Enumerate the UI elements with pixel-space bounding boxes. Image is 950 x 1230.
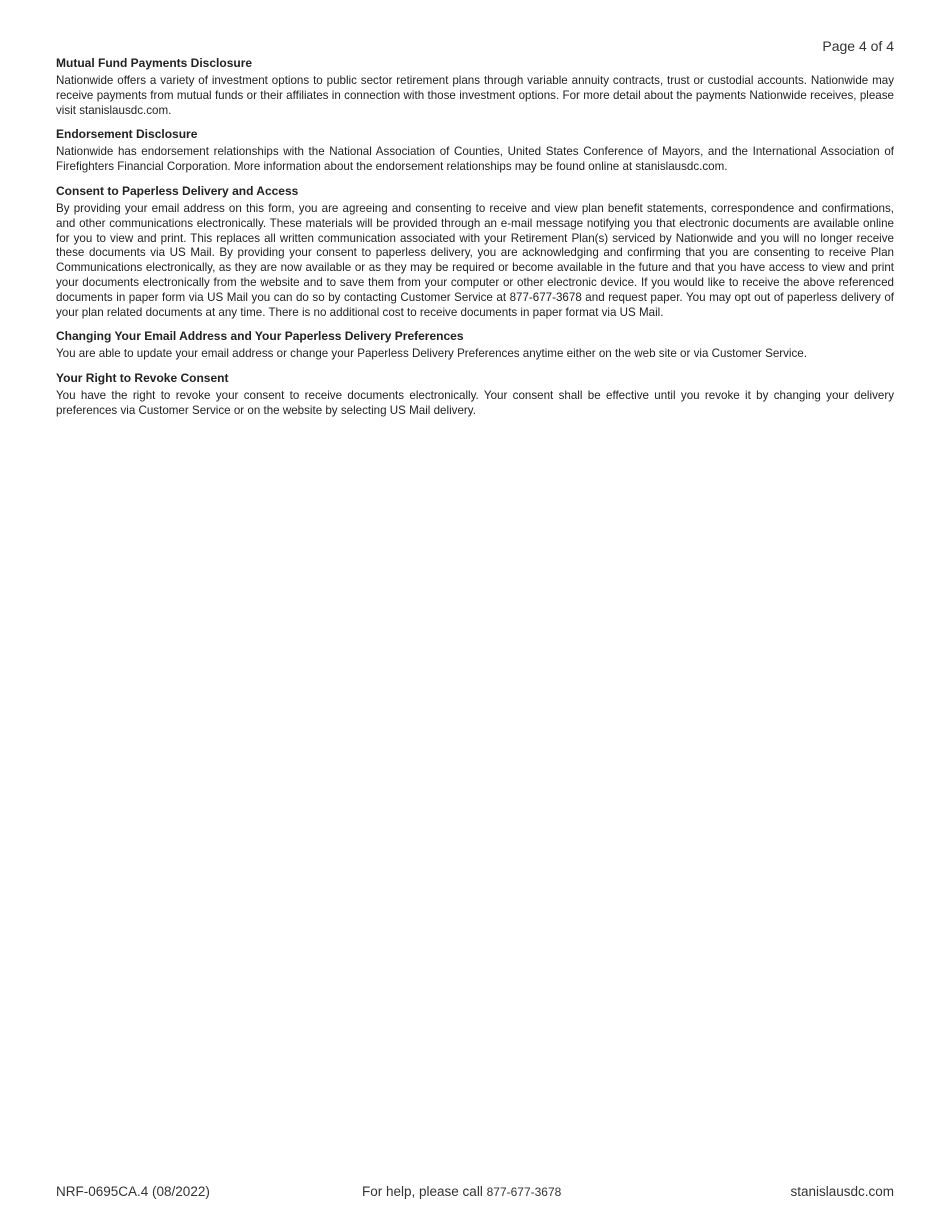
section-heading: Changing Your Email Address and Your Paperless Delivery Preferences (56, 329, 464, 344)
section-changing-email-address (56, 329, 894, 362)
help-text: For help, please call (362, 1184, 483, 1199)
section-consent-to-paperless-delivery (56, 184, 894, 320)
page-number: Page 4 of 4 (822, 38, 894, 54)
document-body (56, 56, 894, 428)
section-body: You have the right to revoke your consent to receive documents electronically. Your consent shall be effective until you revoke it by changing your delivery preferences via Customer Service or on the website by selecting US Mail delivery. (56, 389, 894, 417)
section-mutual-fund-payments-disclosure (56, 56, 894, 118)
section-heading: Mutual Fund Payments Disclosure (56, 56, 253, 70)
section-heading: Your Right to Revoke Consent (56, 371, 229, 386)
help-phone-number: 877-677-3678 (486, 1185, 562, 1199)
section-body: Nationwide offers a variety of investment options to public sector retirement plans through variable annuity contracts, trust or custodial accounts. Nationwide may receive payments from mutual funds or their affiliates in connection with those investment options. For more detail about the payments Nationwide receives, please visit stanislausdc.com. (56, 74, 894, 117)
section-heading: Endorsement Disclosure (56, 127, 198, 142)
help-line (362, 1184, 561, 1199)
page-footer (56, 1184, 894, 1202)
form-number: NRF-0695CA.4 (08/2022) (56, 1184, 210, 1199)
section-right-to-revoke-consent (56, 371, 894, 419)
section-body: You are able to update your email address or change your Paperless Delivery Preferences anytime either on the web site or via Customer Service. (56, 347, 807, 361)
section-body: Nationwide has endorsement relationships with the National Association of Counties, United States Conference of Mayors, and the International Association of Firefighters Financial Corporation. More information about the endorsement relationships may be found online at stanislausdc.com. (56, 145, 894, 174)
section-body: By providing your email address on this form, you are agreeing and consenting to receive and view plan benefit statements, correspondence and confirmations, and other communications electronically. These materials will be provided through an e-mail message notifying you that electronic documents are available online for you to view and print. This replaces all written communication associated with your Retirement Plan(s) serviced by Nationwide and you will no longer receive these documents via US Mail. By providing your consent to paperless delivery, you are acknowledging and confirming that you are consenting to receive Plan Communications electronically, as they are now available or as they may be required or become available in the future and that you have access to view and print your documents electronically from the website and to save them from your computer or other electronic device. If you would like to receive the above referenced documents in paper form via US Mail you can do so by contacting Customer Service at 877-677-3678 and request paper. You may opt out of paperless delivery of your plan related documents at any time. There is no additional cost to receive documents in paper format via US Mail. (56, 201, 894, 319)
website-url: stanislausdc.com (790, 1184, 894, 1199)
section-endorsement-disclosure (56, 127, 894, 175)
section-heading: Consent to Paperless Delivery and Access (56, 183, 299, 198)
